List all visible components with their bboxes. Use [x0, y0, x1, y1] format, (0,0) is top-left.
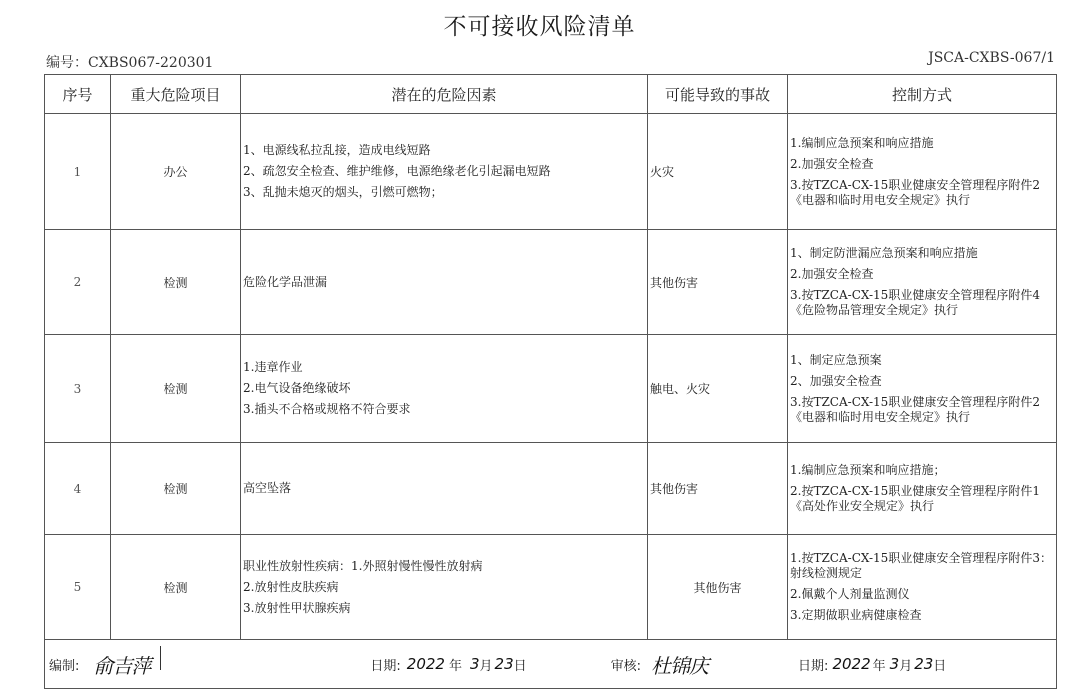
control-line: 2.佩戴个人剂量监测仪	[790, 587, 910, 601]
date1-day-unit: 日	[513, 658, 527, 674]
header-seq: 序号	[45, 75, 111, 114]
control-line: 1、制定防泄漏应急预案和响应措施	[790, 246, 978, 260]
header-control: 控制方式	[788, 75, 1057, 114]
date2-year-unit: 年	[872, 658, 886, 674]
row-accident: 其他伤害	[648, 535, 788, 640]
document-title: 不可接收风险清单	[443, 14, 636, 40]
date1-label: 日期:	[370, 658, 401, 674]
signoff-cell	[45, 640, 1057, 689]
control-line: 1.编制应急预案和响应措施；	[790, 463, 946, 477]
factor-line: 1、电源线私拉乱接，造成电线短路	[243, 143, 431, 157]
header-accident: 可能导致的事故	[648, 75, 788, 114]
control-line: 2、加强安全检查	[790, 373, 882, 388]
factor-line: 高空坠落	[243, 481, 292, 495]
row-seq: 3	[45, 335, 111, 443]
control-line: 3.按TZCA-CX-15职业健康安全管理程序附件2《电器和临时用电安全规定》执行	[790, 394, 1040, 424]
table-row	[45, 443, 1057, 535]
date2-month-unit: 月	[899, 658, 913, 674]
control-line: 1.按TZCA-CX-15职业健康安全管理程序附件3：射线检测规定	[790, 551, 1052, 580]
date1-day: 23	[494, 655, 514, 673]
control-line: 3.按TZCA-CX-15职业健康安全管理程序附件2《电器和临时用电安全规定》执行	[790, 177, 1040, 207]
control-line: 3.按TZCA-CX-15职业健康安全管理程序附件4《危险物品管理安全规定》执行	[790, 288, 1040, 317]
header-item: 重大危险项目	[111, 75, 241, 114]
row-factors	[241, 114, 648, 230]
control-line: 2.加强安全检查	[790, 156, 874, 171]
table-row	[45, 335, 1057, 443]
row-seq: 4	[45, 443, 111, 535]
row-seq: 2	[45, 230, 111, 335]
table-row	[45, 114, 1057, 230]
factor-line: 3、乱抛未熄灭的烟头，引燃可燃物；	[243, 185, 443, 199]
date2-label: 日期:	[798, 658, 829, 674]
control-line: 1、制定应急预案	[790, 352, 882, 367]
date2-day-unit: 日	[933, 658, 947, 674]
date2-year: 2022	[832, 655, 871, 673]
row-controls	[788, 443, 1057, 535]
compiled-signature: 俞吉萍	[93, 653, 151, 678]
doc-number: 编号：CXBS067-220301	[46, 55, 214, 71]
review-label: 审核:	[610, 658, 642, 674]
factor-line: 1.违章作业	[243, 360, 303, 374]
pen-stroke-mark	[160, 646, 161, 670]
row-seq: 5	[45, 535, 111, 640]
row-accident: 其他伤害	[648, 230, 788, 335]
row-seq: 1	[45, 114, 111, 230]
signoff-row	[45, 640, 1057, 689]
row-item: 办公	[111, 114, 241, 230]
factor-line: 2、疏忽安全检查、维护维修，电源绝缘老化引起漏电短路	[243, 164, 551, 178]
date2-day: 23	[914, 655, 934, 673]
table-row	[45, 230, 1057, 335]
date1-month: 3	[469, 655, 480, 673]
table-header-row	[45, 75, 1057, 114]
row-factors	[241, 230, 648, 335]
row-controls	[788, 335, 1057, 443]
date2-month: 3	[889, 655, 900, 673]
row-item: 检测	[111, 230, 241, 335]
row-controls	[788, 230, 1057, 335]
row-accident: 火灾	[648, 114, 788, 230]
review-signature: 杜锦庆	[651, 653, 709, 678]
compiled-label: 编制:	[49, 658, 80, 674]
row-item: 检测	[111, 335, 241, 443]
date1-year-unit: 年	[448, 658, 462, 674]
row-accident: 触电、火灾	[648, 335, 788, 443]
form-code: JSCA-CXBS-067/1	[928, 50, 1055, 66]
row-item: 检测	[111, 443, 241, 535]
factor-line: 3.插头不合格或规格不符合要求	[243, 402, 411, 416]
control-line: 1.编制应急预案和响应措施	[790, 135, 934, 150]
row-factors	[241, 535, 648, 640]
row-factors	[241, 335, 648, 443]
factor-line: 职业性放射性疾病：1.外照射慢性慢性放射病	[243, 558, 483, 573]
row-item: 检测	[111, 535, 241, 640]
factor-line: 3.放射性甲状腺疾病	[243, 600, 351, 615]
row-factors	[241, 443, 648, 535]
table-row	[45, 535, 1057, 640]
control-line: 2.按TZCA-CX-15职业健康安全管理程序附件1《高处作业安全规定》执行	[790, 484, 1040, 513]
date1-month-unit: 月	[479, 658, 493, 674]
factor-line: 2.电气设备绝缘破坏	[243, 381, 351, 395]
factor-line: 2.放射性皮肤疾病	[243, 579, 339, 594]
row-accident: 其他伤害	[648, 443, 788, 535]
header-factors: 潜在的危险因素	[241, 75, 648, 114]
control-line: 3.定期做职业病健康检查	[790, 608, 922, 622]
factor-line: 危险化学品泄漏	[243, 274, 328, 289]
control-line: 2.加强安全检查	[790, 267, 874, 281]
signoff-content	[45, 640, 1056, 688]
date1-year: 2022	[406, 655, 445, 673]
risk-table	[44, 74, 1057, 689]
row-controls	[788, 114, 1057, 230]
row-controls	[788, 535, 1057, 640]
